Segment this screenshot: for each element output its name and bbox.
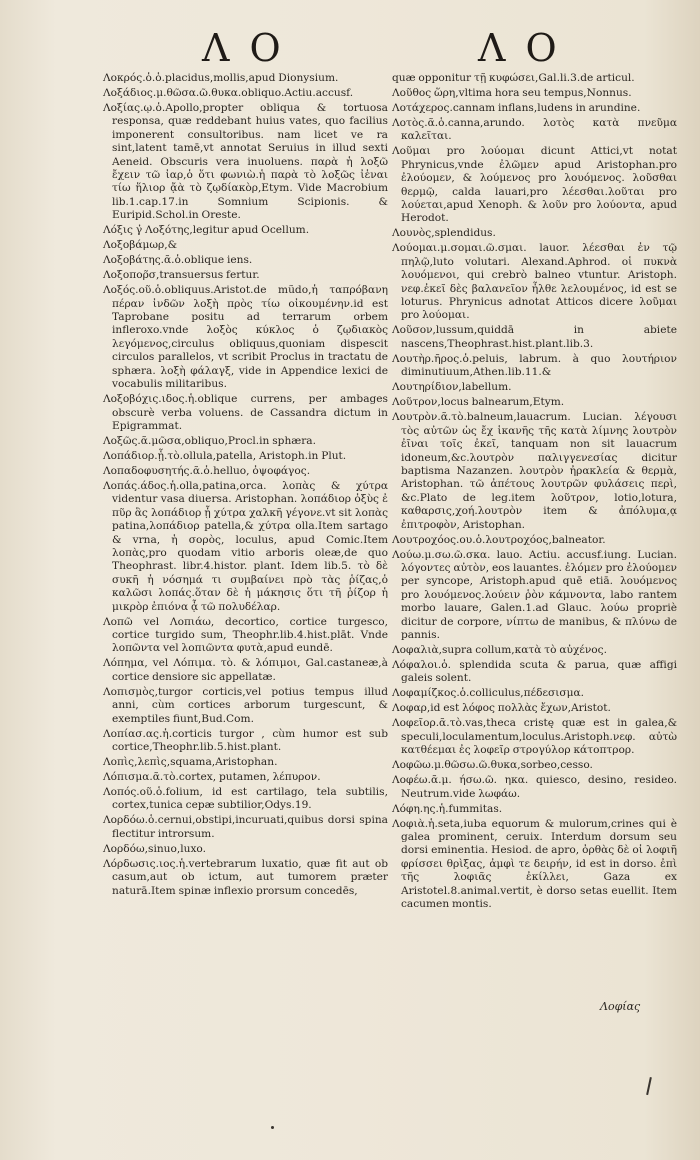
dictionary-entry: Λοξός.οῦ.ὁ.obliquus.Aristot.de mũdo,ἡ ταπρόβανη πέραν ἰνδῶν λοξὴ πρὸς τίω οἰκουμένην.id est Taprobane positu ad terrarum orbem infleroxo.vnde λοξὸς κύκλος ὁ ζῳδιακὸς λεγόμενος,circulus obliquus,quoniam dispescit circulos parallelos, vt scribit Proclus in tractatu de sphæra. λοξὴ φάλαγξ, vide in Appendice lexici de vocabulis militaribus. [103,284,388,391]
dictionary-entry: Λοπαδοφυσητής.ᾶ.ὁ.helluo, ὀψοφάγος. [103,464,311,477]
dictionary-entry: Λοπισμὸς,turgor corticis,vel potius tempus illud anni, cùm cortices arborum turgescunt, & exemptiles fiunt,Bud.Com. [103,685,388,725]
dictionary-entry: Λοφιὰ.ἡ.seta,iuba equorum & mulorum,crines qui è galea prominent, ceruix. Interdum dorsum seu dorsi eminentia. Hesiod. de apro, ὀρθὰς δὲ οἱ λοφιῆ φρίσσει θρὶξας, ἀμφὶ τε δειρήν, id est in dorso. ἐπὶ τῆς λοφιᾶς ἐκίλλει, Gaza ex Aristotel.8.animal.vertit, è dorso setas euellit. Item cacumen montis. [392,817,677,911]
dictionary-entry: Λοξῶς.ᾶ.μῶσα,obliquo,Procl.in sphæra. [103,434,316,447]
dictionary-entry: Λόπημα, vel Λόπιμα. τὸ. & λόπιμοι, Gal.castaneæ,à cortice densiore sic appellatæ. [103,657,388,683]
dictionary-entry: Λόφη.ης.ἡ.fummitas. [392,802,503,815]
header-left: Λ Ο [202,26,285,70]
dictionary-entry: Λοξίας.ῳ.ὁ.Apollo,propter obliqua & tortuosa responsa, quæ reddebant huius vates, quo facilius imponerent consultoribus. nam licet ve ra sint,latent tamē,vt annotat Seruius in illud sexti Aeneid. Obscuris vera inuoluens. παρὰ ἡ λοξῶ ἔχειν τῶ ἰαρ,ὁ ὅτι φωνιὼ.ἡ παρὰ τὸ λοξῶς ἰἑναι τίω ἥλιορ ᾄὰ τὸ ζῳδίακὸρ,Etym. Vide Macrobium lib.1.cap.17.in Somnium Scipionis. & Euripid.Schol.in Oreste. [103,102,388,222]
running-header [0,26,700,70]
dictionary-entry: Λοπὶς,λεπὶς,squama,Aristophan. [103,756,278,768]
margin-mark [646,1077,651,1095]
dictionary-entry: Λοπῶ vel Λοπιάω, decortico, cortice turgesco, cortice turgido sum, Theophr.lib.4.hist.plāt. Vnde λοπῶντα vel λοπιῶντα φυτὰ,apud eundē. [103,615,388,655]
dictionary-entry: Λουνὸς,splendidus. [392,227,496,240]
dictionary-entry: Λοξάδιος.μ.θῶσα.ῶ.θυκα.obliquo.Actiu.accusf. [103,87,354,99]
dictionary-entry: quæ opponitur τῇ κυφώσει,Gal.li.3.de articul. [392,72,635,84]
dictionary-entry: Λοξοβόχις.ιδος.ἡ.oblique currens, per ambages obscurè verba voluens. de Cassandra dictum in Epigrammat. [103,393,388,432]
dictionary-entry: Λόρδωσις.ιος.ἡ.vertebrarum luxatio, quæ fit aut ob casum,aut ob ictum, aut tumorem præter naturā.Item spinæ inflexio prorsum concedēs, [103,857,388,897]
dictionary-entry: Λουτὴρ.ῆρος.ὁ.peluis, labrum. à quo λουτήριον diminutiuum,Athen.lib.11.& [392,352,677,379]
dictionary-entry: Λοπίασ.ας.ἡ.corticis turgor , cùm humor est sub cortice,Theophr.lib.5.hist.plant. [103,727,388,753]
dictionary-entry: Λόφαλοι.ὁ. splendida scuta & parua, quæ affigi galeis solent. [392,658,677,685]
dictionary-entry: Λοφαμίζκος.ὁ.colliculus,πέδεσισμα. [392,687,585,700]
right-column [392,72,677,913]
dictionary-entry: Λοφέω.ᾶ.μ. ήσω.ῶ. ηκα. quiesco, desino, resideo. Neutrum.vide λωφάω. [392,774,677,800]
dictionary-entry: Λοπός.οῦ.ὁ.folium, id est cartilago, tela subtilis, cortex,tunica cepæ subtilior,Odys.19. [103,786,388,812]
dictionary-entry: Λουτηρίδιον,labellum. [392,381,512,394]
dictionary-entry: Λορδόω,sinuo,luxo. [103,842,206,855]
dictionary-entry: Λοξοβάμωρ,& [103,239,178,252]
dictionary-entry: Λοῦσον,lussum,quiddā in abiete nascens,Theophrast.hist.plant.lib.3. [392,324,677,350]
dictionary-entry: Λόπισμα.ᾶ.τὸ.cortex, putamen, λέπυρον. [103,771,321,783]
dictionary-entry: Λουτροχόος.ου.ὁ.λουτροχόος,balneator. [392,533,606,546]
dictionary-entry: Λορδόω.ὁ.cernui,obstipi,incuruati,quibus dorsi spina flectitur introrsum. [103,814,388,840]
dictionary-entry: Λούω.μ.σω.ῶ.σκα. lauo. Actiu. accusf.iung. Lucian. λόγοντες αὐτὸν, eos lauantes. ἐλόμεν pro ἐλούομεν per syncope, Aristoph.apud quē etiā. λουόμενος pro λουόμενος.λούειν ῥὸν κάμνοντα, labo rantem morbo lauare, Galen.1.ad Glauc. λούω propriè dicitur de corpore, νίπτω de manibus, & πλύνω de pannis. [392,548,677,641]
dictionary-entry: Λοκρός.ὁ.ὁ.placidus,mollis,apud Dionysium. [103,72,339,84]
dictionary-entry: Λοῦμαι pro λούομαι dicunt Attici,vt notat Phrynicus,vnde ἐλῶμεν apud Aristophan.pro ἐλούομεν, & λούμενος pro λουόμενος. λοῦσθαι θερμῷ, calda lauari,pro λέεσθαι.λοῦται pro λούεται,apud Xenoph. & λοῦν pro λούοντα, apud Herodot. [392,145,677,225]
dictionary-entry: Λοπάς.άδος.ἡ.olla,patina,orca. λοπὰς & χύτρα videntur vasa diuersa. Aristophan. λοπάδιορ ὀξὺς ἐ πῦρ ἃς λοπάδιορ ᾗ χύτρα χαλκῆ γέγονε.vt sit λοπὰς patina,λοπάδιορ patella,& χύτρα olla.Item sartago & vrna, ἡ σορὸς, loculus, apud Comic.Item λοπὰς,pro quodam vitio arboris oleæ,de quo Theophrast. libr.4.histor. plant. Idem lib.5. τὸ δὲ συκῆ ἡ νόσημά τι συμβαίνει πρὸ τὰς ῥίζας,ὁ καλῶσι λοπάς.ὅταν δὲ ἡ μάκησις ὅτι τῆ ῥίζορ ἡ μικρὸρ ἐπιόνα ᾇ τῶ πολυδέλαρ. [103,479,388,613]
dictionary-entry: Λοτὸς.ᾶ.ὁ.canna,arundo. λοτὸς κατὰ πνεῦμα καλεῖται. [392,117,677,143]
dictionary-entry: Λούομαι.μ.σομαι.ῶ.σμαι. lauor. λέεσθαι ἐν τῷ πηλῷ,luto volutari. Alexand.Aphrod. οἱ πυκνὰ λουόμενοι, qui crebrò balneo vtuntur. Aristoph. νεφ.ἐκεῖ δὲς βαλανεῖον ἦλθε λελουμένος, id est se loturus. Phrynicus adnotat Atticos dicere λοῦμαι pro λούομαι. [392,242,677,322]
header-right: Λ Ο [478,26,561,70]
dictionary-entry: Λοτάχερος.cannam inflans,ludens in arundine. [392,102,641,114]
dictionary-entry: Λοξοπορ̃σ,transuersus fertur. [103,269,260,282]
dictionary-entry: Λοπάδιορ.ᾗ.τὸ.ollula,patella, Aristoph.in Plut. [103,449,347,462]
catchword: Λοφίας [600,1000,641,1013]
page-dot [271,1126,274,1129]
left-column [103,72,388,900]
dictionary-entry: Λοφαλιὰ,supra collum,κατὰ τὸ αὐχένος. [392,643,607,656]
dictionary-entry: Λοφῶω.μ.θῶσω.ῶ.θυκα,sorbeo,cesso. [392,759,593,772]
dictionary-entry: Λοφαρ,id est λόφος πολλὰς ἔχων,Aristot. [392,702,611,715]
dictionary-entry: Λοῦθος ὥρη,vltima hora seu tempus,Nonnus. [392,87,632,99]
dictionary-entry: Λόξις γ̓ Λοξότης,legitur apud Ocellum. [103,224,310,237]
dictionary-entry: Λοξοβάτης.ᾶ.ὁ.oblique iens. [103,254,253,267]
dictionary-entry: Λοφεῖορ.ᾶ.τὸ.vas,theca cristę quæ est in galea,& speculi,loculamentum,loculus.Aristoph.νεφ. αὐτὼ κατθέεμαι ἐς λοφεῖρ στρογύλορ κάτοπτρορ. [392,717,677,757]
dictionary-entry: Λοῦτρον,locus balnearum,Etym. [392,396,565,409]
dictionary-entry: Λουτρὸν.ᾶ.τὸ.balneum,lauacrum. Lucian. λέγουσι τὸς αὐτῶν ὡς ἔχ ἱκανῆς τῆς κατὰ λίμνης λουτρὸν ἐῖναι τοῖς ἐκεῖ, tanquam non sit lauacrum idoneum,&c.λουτρὸν παλιγγενεσίας dicitur baptisma Nazanzen. λουτρὸν ἠρακλεία & θερμὰ, Aristophan. τῶ ἀπέτους λουτρῶν φυλάσεις περὶ, &c.Plato de leg.item λοῦτρον, lotio,lotura, καθαρσις,χοή.λουτρὸν item & ἀπόλυμα,ᾳ ἐπιτροφὸν, Aristophan. [392,411,677,531]
